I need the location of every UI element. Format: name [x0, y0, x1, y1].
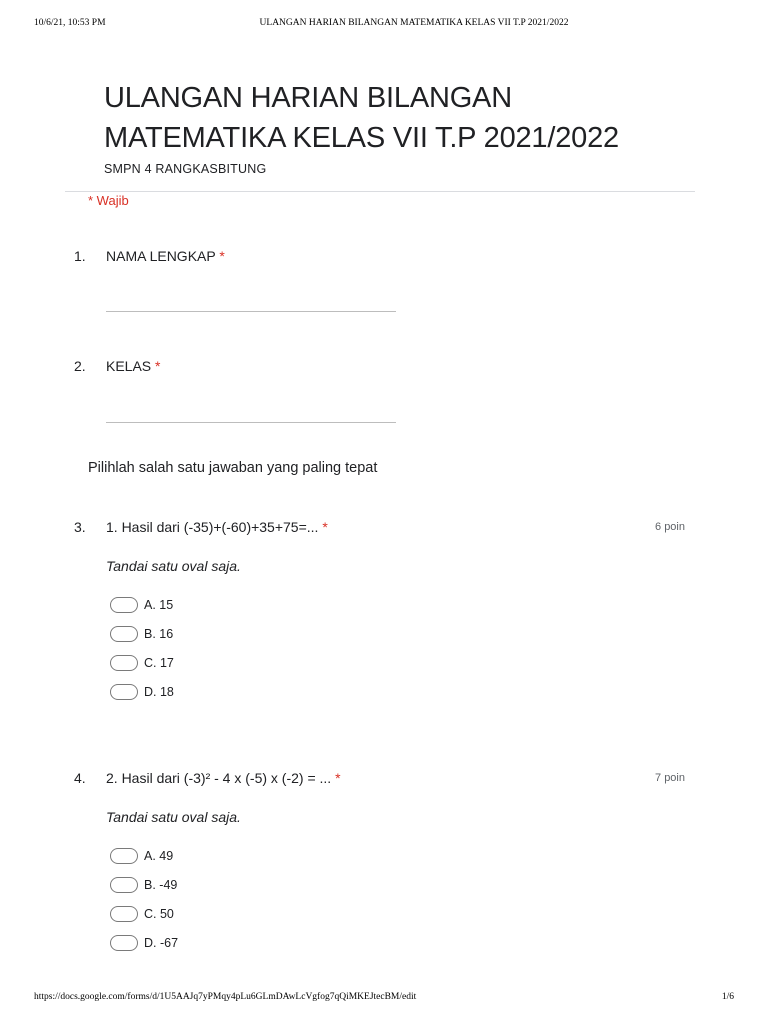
- radio-option[interactable]: [110, 847, 173, 865]
- print-url: https://docs.google.com/forms/d/1U5AAJq7yPMqy4pLu6GLmDAwLcVgfog7qQiMKEJtecBM/edit: [34, 992, 417, 1002]
- radio-option[interactable]: [110, 934, 178, 952]
- radio-oval[interactable]: [110, 684, 138, 700]
- question-title-nama: [106, 248, 225, 264]
- question-text: NAMA LENGKAP: [106, 248, 216, 264]
- option-label: A. 49: [144, 849, 174, 863]
- required-asterisk: *: [335, 770, 341, 786]
- question-title-q4: [106, 770, 341, 786]
- radio-oval[interactable]: [110, 935, 138, 951]
- radio-oval[interactable]: [110, 626, 138, 642]
- points-badge: 7 poin: [655, 772, 685, 784]
- required-asterisk: *: [219, 248, 225, 264]
- radio-option[interactable]: [110, 654, 174, 672]
- radio-oval[interactable]: [110, 877, 138, 893]
- radio-oval[interactable]: [110, 906, 138, 922]
- required-note: * Wajib: [88, 193, 129, 208]
- radio-oval[interactable]: [110, 655, 138, 671]
- radio-option[interactable]: [110, 905, 174, 923]
- nama-input[interactable]: [106, 311, 396, 312]
- required-asterisk: *: [322, 519, 328, 535]
- option-label: B. 16: [144, 627, 174, 641]
- option-label: D. -67: [144, 936, 179, 950]
- instruction-text: Tandai satu oval saja.: [106, 809, 241, 825]
- print-footer: [34, 992, 734, 1006]
- question-text: 2. Hasil dari (-3)² - 4 x (-5) x (-2) = ...: [106, 770, 332, 786]
- print-doc-title: ULANGAN HARIAN BILANGAN MATEMATIKA KELAS VII T.P 2021/2022: [259, 18, 569, 28]
- option-label: C. 17: [144, 656, 174, 670]
- instruction-text: Tandai satu oval saja.: [106, 558, 241, 574]
- form-title-line2: MATEMATIKA KELAS VII T.P 2021/2022: [104, 122, 619, 154]
- question-title-kelas: [106, 358, 160, 374]
- question-number: 2.: [74, 358, 86, 374]
- radio-option[interactable]: [110, 596, 173, 614]
- radio-option[interactable]: [110, 625, 173, 643]
- question-number: 1.: [74, 248, 86, 264]
- section-description: Pilihlah salah satu jawaban yang paling tepat: [88, 460, 378, 476]
- question-text: KELAS: [106, 358, 152, 374]
- form-subtitle: SMPN 4 RANGKASBITUNG: [104, 162, 267, 176]
- radio-oval[interactable]: [110, 597, 138, 613]
- radio-option[interactable]: [110, 683, 174, 701]
- form-title: [104, 78, 704, 158]
- option-label: D. 18: [144, 685, 174, 699]
- question-number: 4.: [74, 770, 86, 786]
- kelas-input[interactable]: [106, 422, 396, 423]
- question-number: 3.: [74, 519, 86, 535]
- header-divider: [65, 191, 695, 192]
- option-label: B. -49: [144, 878, 178, 892]
- points-badge: 6 poin: [655, 521, 685, 533]
- required-asterisk: *: [155, 358, 161, 374]
- print-header: [34, 18, 734, 32]
- page-number: 1/6: [721, 992, 734, 1002]
- option-label: A. 15: [144, 598, 174, 612]
- question-title-q3: [106, 519, 328, 535]
- print-datetime: 10/6/21, 10:53 PM: [34, 18, 106, 28]
- radio-option[interactable]: [110, 876, 177, 894]
- radio-oval[interactable]: [110, 848, 138, 864]
- question-text: 1. Hasil dari (-35)+(-60)+35+75=...: [106, 519, 319, 535]
- form-title-line1: ULANGAN HARIAN BILANGAN: [104, 82, 512, 114]
- option-label: C. 50: [144, 907, 174, 921]
